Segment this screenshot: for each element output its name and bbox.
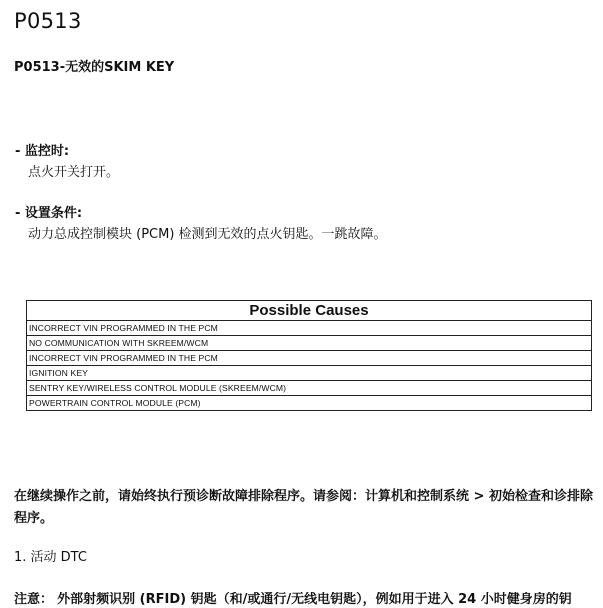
setting-condition-heading: - 设置条件: xyxy=(15,206,83,221)
step-heading: 1. 活动 DTC xyxy=(14,550,87,565)
table-row xyxy=(27,396,592,411)
table-row xyxy=(27,381,592,396)
cause-cell: INCORRECT VIN PROGRAMMED IN THE PCM xyxy=(27,351,592,366)
cause-cell: INCORRECT VIN PROGRAMMED IN THE PCM xyxy=(27,321,592,336)
page-title: P0513 xyxy=(14,9,82,33)
note-text: 外部射频识别 (RFID) 钥匙（和/或通行/无线电钥匙），例如用于进入 24 小时健身房的钥 xyxy=(57,592,572,607)
cause-cell: POWERTRAIN CONTROL MODULE (PCM) xyxy=(27,396,592,411)
cause-cell: NO COMMUNICATION WITH SKREEM/WCM xyxy=(27,336,592,351)
possible-causes-table xyxy=(26,300,592,411)
table-row xyxy=(27,336,592,351)
cause-cell: SENTRY KEY/WIRELESS CONTROL MODULE (SKREEM/WCM) xyxy=(27,381,592,396)
monitor-section xyxy=(15,144,119,181)
note-label: 注意： xyxy=(14,592,54,607)
cause-cell: IGNITION KEY xyxy=(27,366,592,381)
monitor-body: 点火开关打开。 xyxy=(28,165,120,180)
pre-diagnostic-notice: 在继续操作之前，请始终执行预诊断故障排除程序。请参阅：计算机和控制系统 > 初始检查和诊排除程序。 xyxy=(14,489,593,526)
monitor-heading: - 监控时: xyxy=(15,144,70,159)
table-row xyxy=(27,321,592,336)
table-row xyxy=(27,351,592,366)
setting-condition-body: 动力总成控制模块 (PCM) 检测到无效的点火钥匙。一跳故障。 xyxy=(28,227,387,242)
possible-causes-header: Possible Causes xyxy=(27,301,592,321)
note-paragraph xyxy=(14,592,603,608)
table-row xyxy=(27,366,592,381)
table-header-row xyxy=(27,301,592,321)
setting-condition-section xyxy=(15,206,387,243)
dtc-subtitle: P0513-无效的SKIM KEY xyxy=(14,60,175,75)
